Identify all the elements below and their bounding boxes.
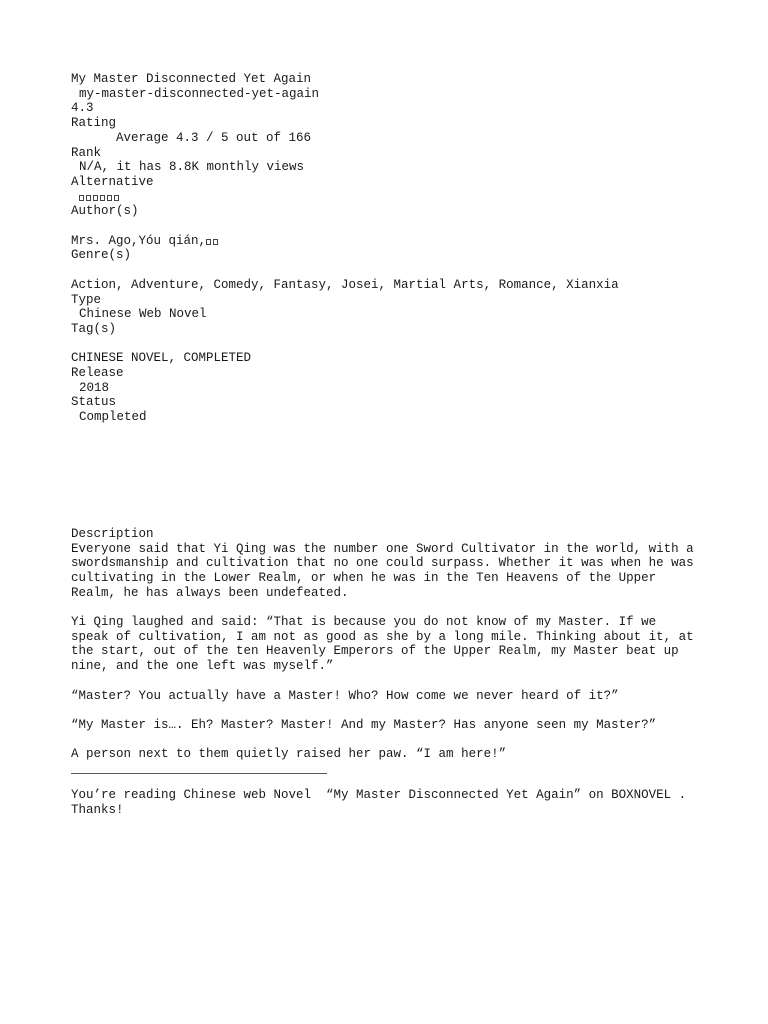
- description-paragraph: A person next to them quietly raised her paw. “I am here!”: [71, 747, 507, 762]
- release-label: Release: [71, 366, 124, 381]
- blank-line: [71, 337, 711, 352]
- blank-line: [71, 703, 711, 718]
- missing-glyph-box: [79, 195, 84, 201]
- description-paragraph: “Master? You actually have a Master! Who? How come we never heard of it?”: [71, 688, 619, 703]
- missing-glyph-box: [100, 195, 105, 201]
- divider: [71, 773, 327, 774]
- blank-line: [71, 263, 711, 278]
- type-text: Chinese Web Novel: [79, 307, 207, 322]
- blank-line: [71, 600, 711, 615]
- author-missing-glyphs: [206, 234, 220, 248]
- blank-line: [71, 733, 711, 748]
- authors-value: [71, 234, 711, 249]
- missing-glyph-box: [107, 195, 112, 201]
- tags-text: CHINESE NOVEL, COMPLETED: [71, 351, 252, 366]
- description-paragraph: Everyone said that Yi Qing was the number one Sword Cultivator in the world, with a swordsmanship and cultivation that no one could surpass. Whether it was when he was cultivating in the Lower Realm, or when he was in the Ten Heavens of the Upper Realm, he has always been undefeated.: [71, 541, 694, 600]
- alternative-title-glyphs: [71, 190, 711, 205]
- missing-glyph-box: [93, 195, 98, 201]
- authors-text: Mrs. Ago,Yóu qián,: [71, 233, 207, 248]
- rank-label: Rank: [71, 145, 102, 160]
- description-paragraph: Yi Qing laughed and said: “That is because you do not know of my Master. If we speak of cultivation, I am not as good as she by a long mile. Thinking about it, at the start, out of the ten Heavenly Emperors of the Upper Realm, my Master beat up nine, and the one left was myself.”: [71, 615, 694, 674]
- spacer: [71, 425, 711, 527]
- rating-text: Average 4.3 / 5 out of 166: [116, 130, 312, 145]
- missing-glyph-box: [206, 239, 211, 245]
- thanks-text: Thanks!: [71, 802, 124, 817]
- authors-label: Author(s): [71, 204, 139, 219]
- novel-title: My Master Disconnected Yet Again: [71, 72, 312, 86]
- rating-label: Rating: [71, 116, 117, 131]
- description-paragraph: “My Master is…. Eh? Master? Master! And my Master? Has anyone seen my Master?”: [71, 717, 657, 732]
- description-label: Description: [71, 526, 154, 541]
- novel-slug: my-master-disconnected-yet-again: [79, 86, 320, 101]
- status-text: Completed: [79, 410, 147, 425]
- notice-prefix: You’re reading Chinese web Novel “My Master Disconnected Yet Again” on: [71, 788, 612, 803]
- tags-label: Tag(s): [71, 321, 117, 336]
- missing-glyph-box: [114, 195, 119, 201]
- notice-suffix: .: [671, 788, 687, 803]
- missing-glyph-box: [86, 195, 91, 201]
- score-value: 4.3: [71, 101, 94, 116]
- novel-page: [71, 72, 711, 817]
- alternative-label: Alternative: [71, 174, 154, 189]
- status-label: Status: [71, 395, 117, 410]
- genres-text: Action, Adventure, Comedy, Fantasy, Josei, Martial Arts, Romance, Xianxia: [71, 277, 619, 292]
- release-text: 2018: [79, 380, 110, 395]
- site-link[interactable]: BOXNOVEL: [611, 788, 672, 803]
- reading-notice: [71, 788, 699, 803]
- genres-label: Genre(s): [71, 248, 132, 263]
- missing-glyph-box: [213, 239, 218, 245]
- type-label: Type: [71, 292, 102, 307]
- blank-line: [71, 219, 711, 234]
- blank-line: [71, 674, 711, 689]
- rank-text: N/A, it has 8.8K monthly views: [79, 160, 305, 175]
